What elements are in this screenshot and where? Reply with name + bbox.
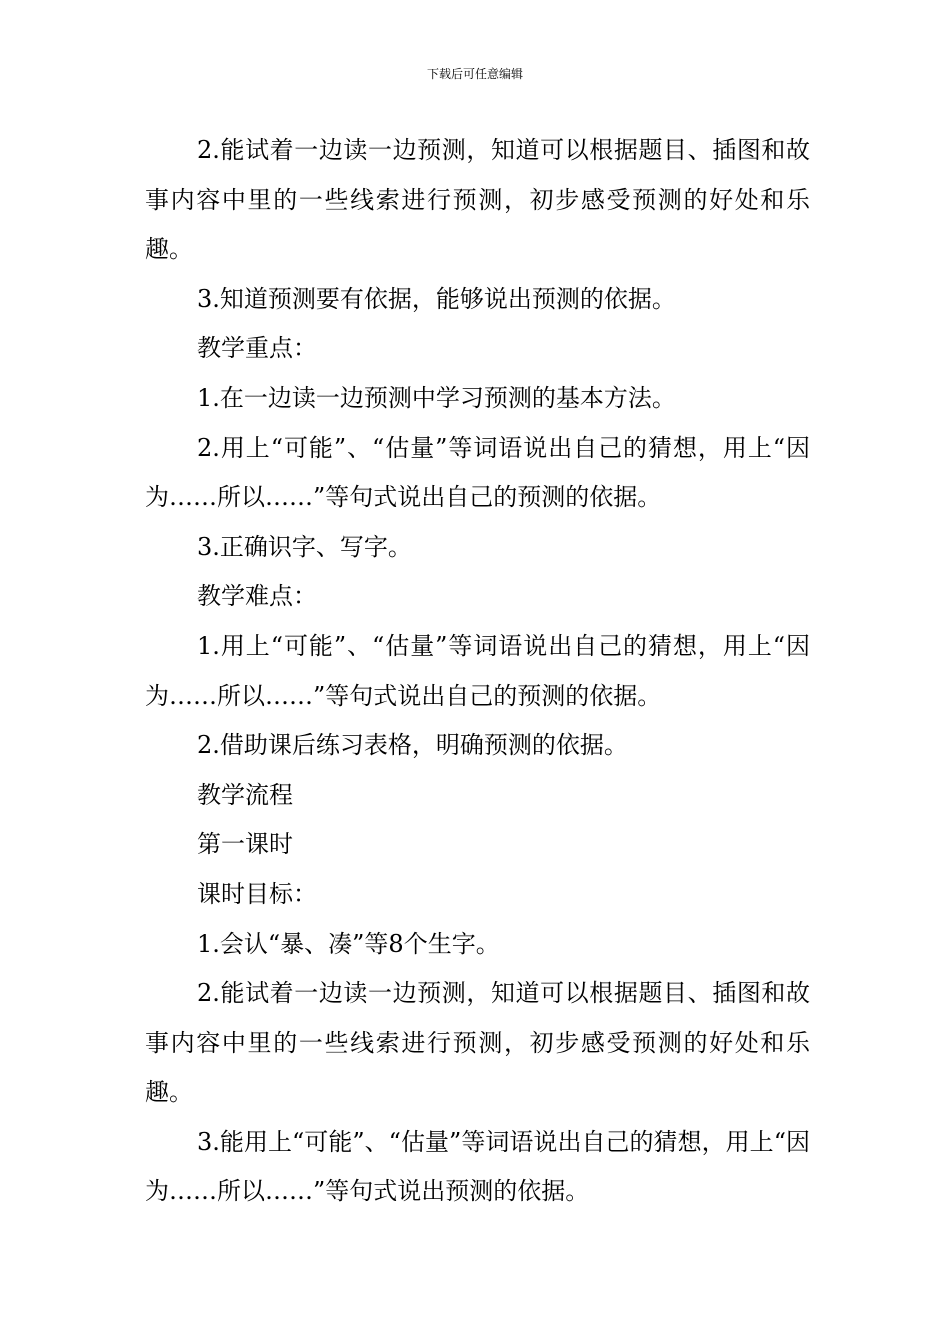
- paragraph-lesson-goal-2: 2.能试着一边读一边预测，知道可以根据题目、插图和故事内容中里的一些线索进行预测，初步感受预测的好处和乐趣。: [145, 979, 810, 1107]
- paragraph-difficulty-2: 2.借助课后练习表格，明确预测的依据。: [197, 731, 628, 760]
- heading-key-points: 教学重点：: [197, 334, 317, 363]
- paragraph-lesson-goal-3: 3.能用上“可能”、“估量”等词语说出自己的猜想，用上“因为……所以……”等句式说出预测的依据。: [145, 1127, 810, 1206]
- heading-difficulties: 教学难点：: [197, 582, 317, 611]
- paragraph-goal-2: 2.能试着一边读一边预测，知道可以根据题目、插图和故事内容中里的一些线索进行预测，初步感受预测的好处和乐趣。: [145, 136, 810, 264]
- paragraph-key-point-3: 3.正确识字、写字。: [197, 532, 412, 561]
- paragraph-goal-3: 3.知道预测要有依据，能够说出预测的依据。: [197, 284, 676, 313]
- document-body: [145, 126, 810, 1217]
- page-header: 下载后可任意编辑: [426, 67, 523, 81]
- heading-teaching-flow: 教学流程: [197, 780, 293, 809]
- paragraph-key-point-1: 1.在一边读一边预测中学习预测的基本方法。: [197, 383, 676, 412]
- paragraph-difficulty-1: 1.用上“可能”、“估量”等词语说出自己的猜想，用上“因为……所以……”等句式说出自己的预测的依据。: [145, 631, 810, 710]
- paragraph-lesson-goal-1: 1.会认“暴、凑”等8个生字。: [197, 929, 500, 958]
- heading-first-lesson: 第一课时: [197, 830, 293, 859]
- heading-lesson-goals: 课时目标：: [197, 879, 317, 908]
- paragraph-key-point-2: 2.用上“可能”、“估量”等词语说出自己的猜想，用上“因为……所以……”等句式说出自己的预测的依据。: [145, 433, 810, 512]
